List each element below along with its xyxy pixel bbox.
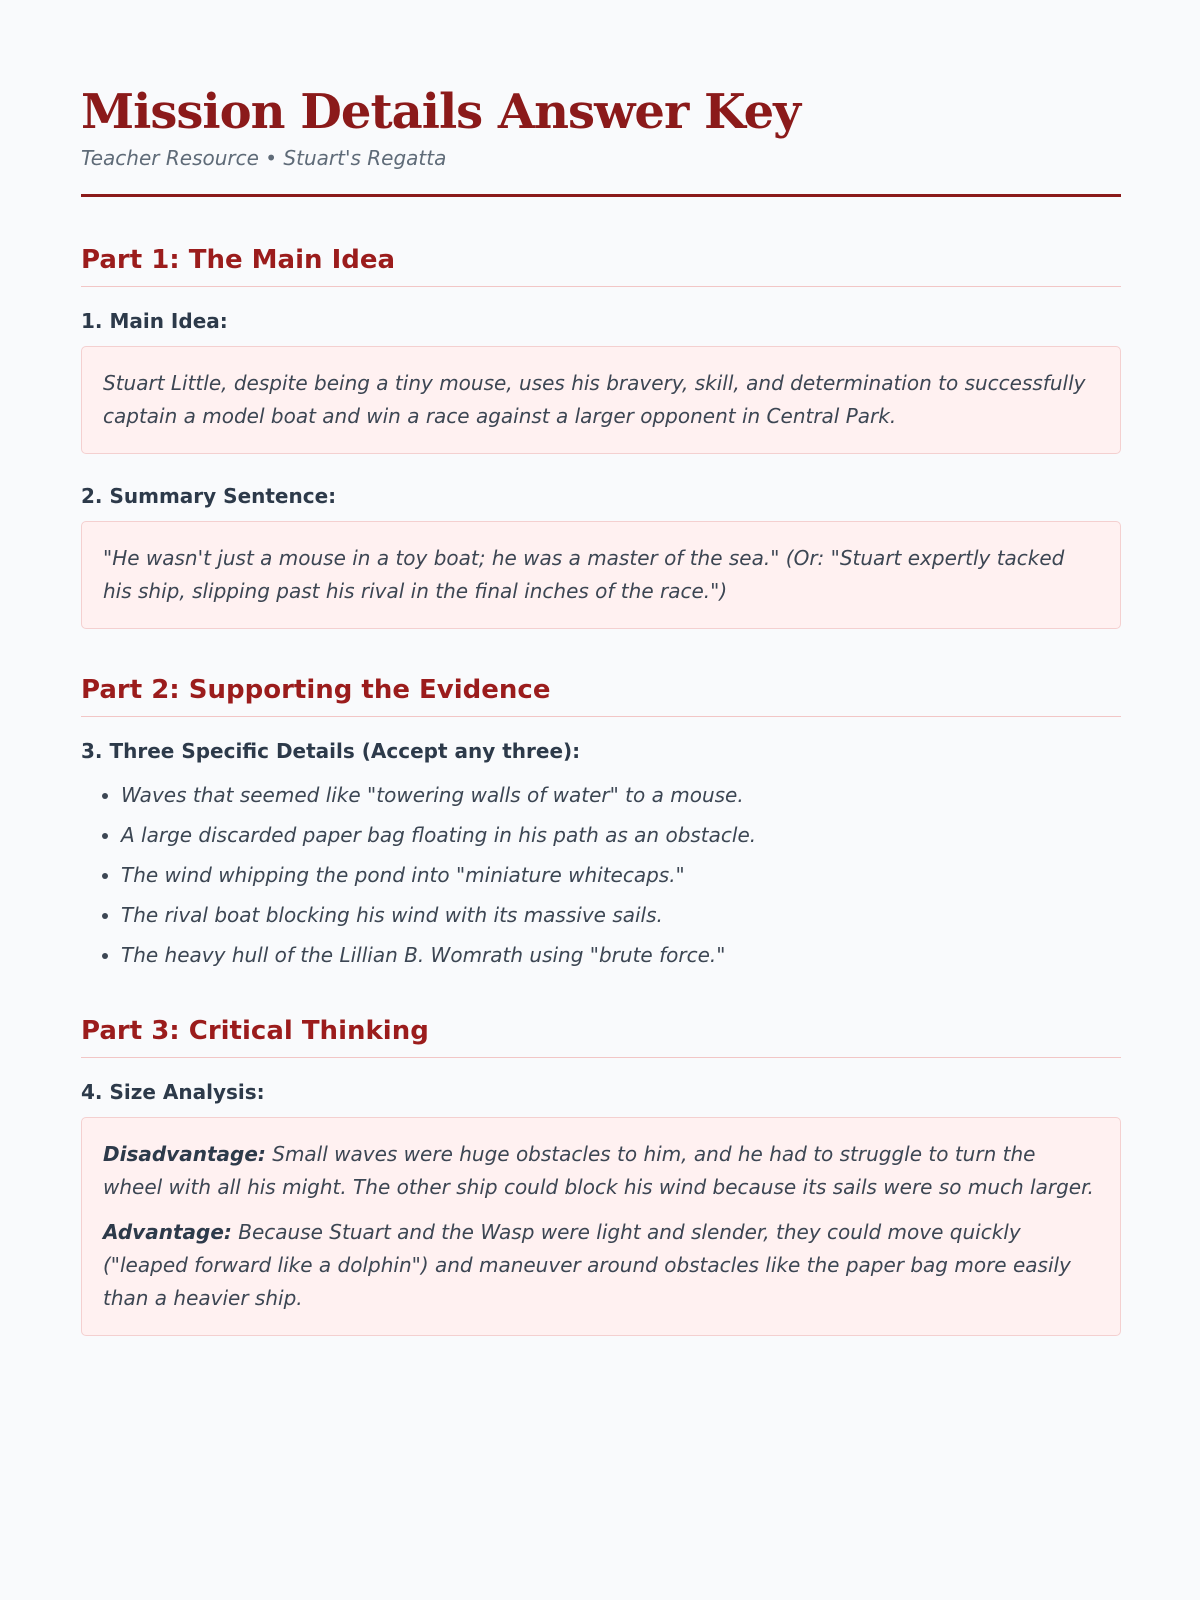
list-item: • The heavy hull of the Lillian B. Womrath using "brute force." [121,935,1121,975]
list-item: • The rival boat blocking his wind with its massive sails. [121,895,1121,935]
title-divider [81,194,1121,197]
list-item: • The wind whipping the pond into "miniature whitecaps." [121,855,1121,895]
answer-text-main-idea: Stuart Little, despite being a tiny mouse, uses his bravery, skill, and determination to successfully captain a model boat and win a race against a larger opponent in Central Park. [103,371,1086,428]
answer-paragraph-disadvantage [103,1138,1099,1204]
answer-box-size-analysis [81,1117,1121,1336]
list-item: • Waves that seemed like "towering walls of water" to a mouse. [121,775,1121,815]
answer-box-summary-sentence [81,521,1121,629]
disadvantage-label: Disadvantage: [103,1142,266,1166]
advantage-label: Advantage: [103,1220,232,1244]
page-title: Mission Details Answer Key [81,84,801,140]
details-list [81,775,1121,975]
page-subtitle: Teacher Resource • Stuart's Regatta [81,146,447,170]
answer-box-main-idea [81,346,1121,454]
answer-text-summary-sentence: "He wasn't just a mouse in a toy boat; he was a master of the sea." (Or: "Stuart expertly tacked his ship, slipping past his rival in the final inches of the race.") [103,546,1065,603]
question-label-specific-details: 3. Three Specific Details (Accept any three): [81,739,581,763]
section-heading-part-3: Part 3: Critical Thinking [81,1013,1121,1058]
list-item: • A large discarded paper bag floating in his path as an obstacle. [121,815,1121,855]
answer-key-page [81,0,1121,1336]
advantage-text: Because Stuart and the Wasp were light and slender, they could move quickly ("leaped forward like a dolphin") and maneuver around obstacles like the paper bag more easily than a heavier ship. [103,1220,1071,1310]
disadvantage-text: Small waves were huge obstacles to him, and he had to struggle to turn the wheel with all his might. The other ship could block his wind because its sails were so much larger. [103,1142,1094,1199]
section-heading-part-2: Part 2: Supporting the Evidence [81,672,1121,717]
question-label-main-idea: 1. Main Idea: [81,309,228,333]
question-label-summary-sentence: 2. Summary Sentence: [81,484,337,508]
section-heading-part-1: Part 1: The Main Idea [81,242,1121,287]
answer-paragraph-advantage [103,1216,1099,1315]
question-label-size-analysis: 4. Size Analysis: [81,1080,265,1104]
